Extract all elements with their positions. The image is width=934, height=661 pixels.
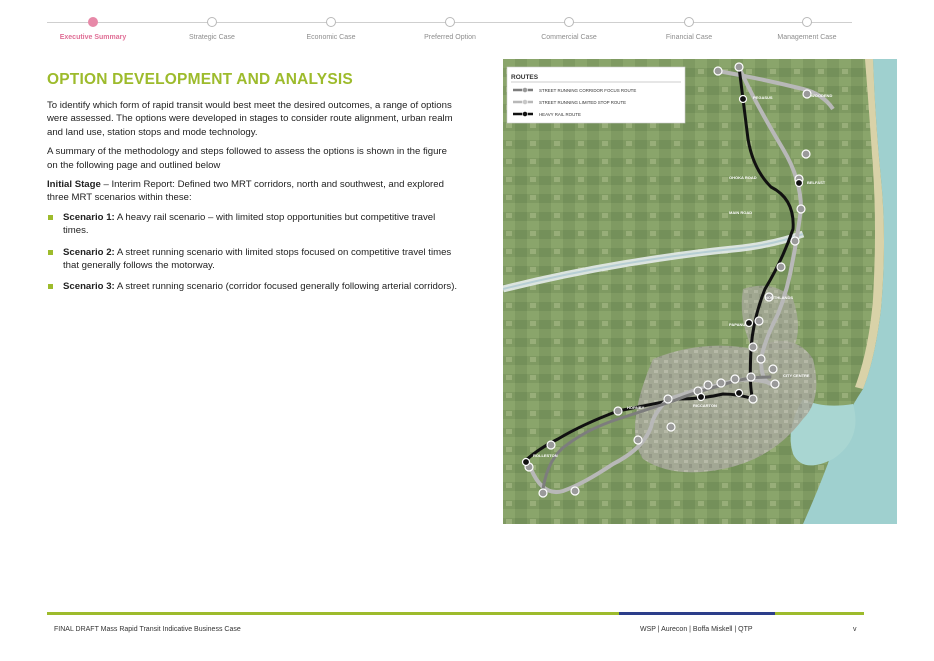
step-dot — [88, 17, 98, 27]
step-label: Management Case — [777, 34, 837, 41]
paragraph-intro: To identify which form of rapid transit would best meet the desired outcomes, a range of options were assessed. The options were developed in stages to consider route alignment, urban realm and land use, station stops and mode technology. — [47, 100, 453, 138]
stop-label-main-road: MAIN ROAD — [729, 210, 753, 215]
list-item — [47, 280, 459, 293]
step-financial-case[interactable] — [629, 16, 749, 41]
step-dot — [207, 17, 217, 27]
bullet-icon — [48, 250, 53, 255]
scenario-text: A street running scenario with limited stops focused on competitive travel times that generally follows the motorway. — [63, 246, 452, 272]
scenario-list — [47, 211, 459, 294]
footer-rule-blue — [619, 612, 775, 615]
scenario-label: Scenario 1: — [63, 211, 115, 223]
legend-label: HEAVY RAIL ROUTE — [539, 112, 581, 117]
step-dot — [802, 17, 812, 27]
step-label: Commercial Case — [541, 34, 597, 41]
list-item — [47, 211, 459, 238]
list-item — [47, 246, 459, 273]
legend-title: ROUTES — [511, 74, 539, 81]
step-label: Financial Case — [665, 34, 713, 41]
bullet-icon — [48, 215, 53, 220]
bullet-icon — [48, 284, 53, 289]
map-legend — [507, 67, 685, 123]
footer-page-number: v — [853, 626, 857, 633]
step-commercial-case[interactable] — [509, 16, 629, 41]
stop-label-city-centre: CITY CENTRE — [783, 373, 810, 378]
step-executive-summary[interactable] — [33, 16, 153, 41]
initial-stage-label: Initial Stage — [47, 179, 101, 191]
section-title: OPTION DEVELOPMENT AND ANALYSIS — [47, 71, 353, 88]
progress-stepper — [47, 16, 852, 46]
scenario-label: Scenario 2: — [63, 246, 115, 258]
stop-label-rolleston: ROLLESTON — [533, 453, 558, 458]
initial-stage-text: – Interim Report: Defined two MRT corridors, north and southwest, and explored three MRT scenarios within these: — [47, 179, 444, 204]
section-body — [47, 99, 459, 302]
stop-label-woodend: WOODEND — [811, 93, 833, 98]
route-map-figure — [503, 59, 897, 524]
stop-label-pegasus: PEGASUS — [753, 95, 773, 100]
step-strategic-case[interactable] — [152, 16, 272, 41]
stop-label-riccarton: RICCARTON — [693, 403, 717, 408]
legend-label: STREET RUNNING CORRIDOR FOCUS ROUTE — [539, 88, 637, 93]
legend-label: STREET RUNNING LIMITED STOP ROUTE — [539, 100, 627, 105]
stop-label-ohoka-road: OHOKA ROAD — [729, 175, 757, 180]
footer-rule-green — [47, 612, 619, 615]
step-dot — [445, 17, 455, 27]
step-dot — [326, 17, 336, 27]
paragraph-summary: A summary of the methodology and steps followed to assess the options is shown in the figure on the following page and outlined below — [47, 146, 447, 171]
step-label: Preferred Option — [424, 34, 476, 41]
step-dot — [684, 17, 694, 27]
step-dot — [564, 17, 574, 27]
paragraph-initial-stage — [47, 178, 459, 205]
footer-rule — [47, 612, 864, 615]
scenario-text: A street running scenario (corridor focused generally following arterial corridors). — [114, 281, 458, 293]
step-preferred-option[interactable] — [390, 16, 510, 41]
legend-item-rail — [513, 111, 581, 117]
footer-authors: WSP | Aurecon | Boffa Miskell | QTP — [640, 626, 753, 633]
step-management-case[interactable] — [747, 16, 867, 41]
step-economic-case[interactable] — [271, 16, 391, 41]
footer-document-title: FINAL DRAFT Mass Rapid Transit Indicative Business Case — [54, 626, 241, 633]
route-map — [503, 59, 897, 524]
footer-rule-green-end — [775, 612, 864, 615]
scenario-label: Scenario 3: — [63, 281, 115, 293]
step-label: Economic Case — [306, 34, 356, 41]
stop-label-northlands: NORTHLANDS — [765, 295, 793, 300]
scenario-text: A heavy rail scenario – with limited stop opportunities but competitive travel times. — [63, 211, 436, 237]
stop-label-hornby: HORNBY — [627, 405, 645, 410]
stop-label-belfast: BELFAST — [807, 180, 826, 185]
step-label: Strategic Case — [189, 34, 235, 41]
step-label: Executive Summary — [59, 34, 127, 41]
stop-label-papanui: PAPANUI — [729, 322, 747, 327]
